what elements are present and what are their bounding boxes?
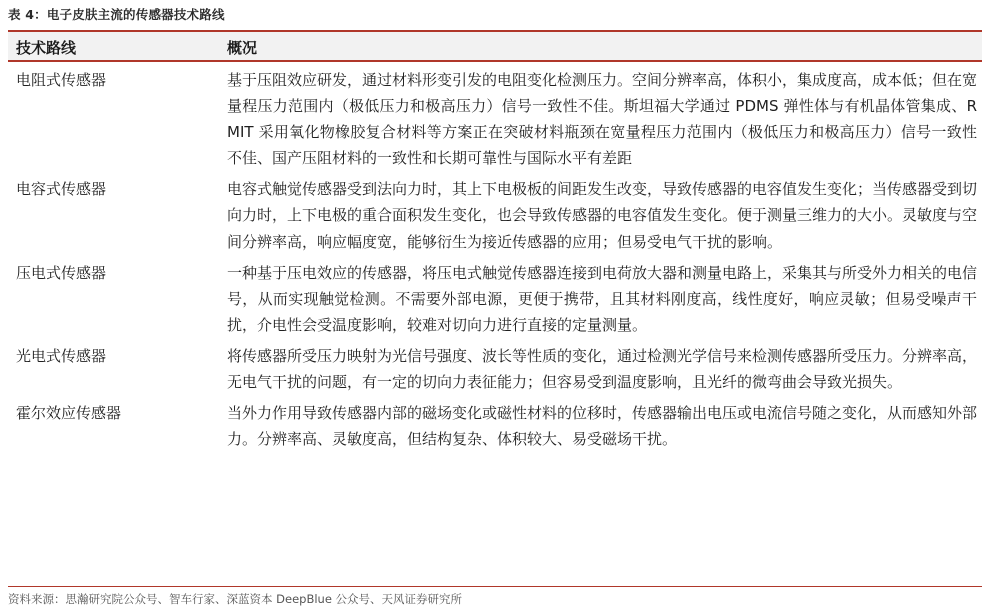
header-technology: 技术路线 [16, 39, 77, 57]
overview-cell: 将传感器所受压力映射为光信号强度、波长等性质的变化，通过检测光学信号来检测传感器所受压力。分辨率高，无电气干扰的问题，有一定的切向力表征能力；但容易受到温度影响，且光纤的微弯曲会导致光损失。 [227, 346, 978, 392]
table-body [8, 62, 982, 452]
header-overview: 概况 [227, 39, 258, 57]
table-row [8, 395, 982, 452]
table-header [8, 32, 982, 62]
table-row [8, 62, 982, 171]
overview-cell: 电容式触觉传感器受到法向力时，其上下电极板的间距发生改变，导致传感器的电容值发生变化；当传感器受到切向力时，上下电极的重合面积发生变化，也会导致传感器的电容值发生变化。便于测量三维力的大小。灵敏度与空间分辨率高，响应幅度宽，能够衍生为接近传感器的应用；但易受电气干扰的影响。 [227, 180, 978, 251]
overview-cell: 当外力作用导致传感器内部的磁场变化或磁性材料的位移时，传感器输出电压或电流信号随之变化，从而感知外部力。分辨率高、灵敏度高，但结构复杂、体积较大、易受磁场干扰。 [227, 404, 978, 449]
overview-cell: 一种基于压电效应的传感器，将压电式触觉传感器连接到电荷放大器和测量电路上，采集其与所受外力相关的电信号，从而实现触觉检测。不需要外部电源，更便于携带，且其材料刚度高，线性度好，响应灵敏；但易受噪声干扰，介电性会受温度影响，较难对切向力进行直接的定量测量。 [227, 263, 978, 334]
table-row [8, 171, 982, 254]
technology-cell: 电阻式传感器 [16, 71, 107, 89]
bottom-rule [8, 586, 982, 587]
source-note: 资料来源：思瀚研究院公众号、智车行家、深蓝资本 DeepBlue 公众号、天风证券研究所 [8, 592, 463, 606]
table-row [8, 338, 982, 395]
table-caption: 表 4：电子皮肤主流的传感器技术路线 [8, 7, 225, 22]
technology-cell: 电容式传感器 [16, 180, 107, 199]
table-row [8, 255, 982, 338]
technology-cell: 光电式传感器 [16, 346, 107, 365]
technology-cell: 霍尔效应传感器 [16, 404, 122, 423]
overview-cell: 基于压阻效应研发，通过材料形变引发的电阻变化检测压力。空间分辨率高，体积小，集成度高，成本低；但在宽量程压力范围内（极低压力和极高压力）信号一致性不佳。斯坦福大学通过 PDMS 弹性体与有机晶体管集成、RMIT 采用氧化物橡胶复合材料等方案正在突破材料瓶颈在宽量程压力范围内（极低压力和极高压力）信号一致性不佳、国产压阻材料的一致性和长期可靠性与国际水平有差距 [227, 71, 978, 168]
technology-cell: 压电式传感器 [16, 263, 107, 282]
